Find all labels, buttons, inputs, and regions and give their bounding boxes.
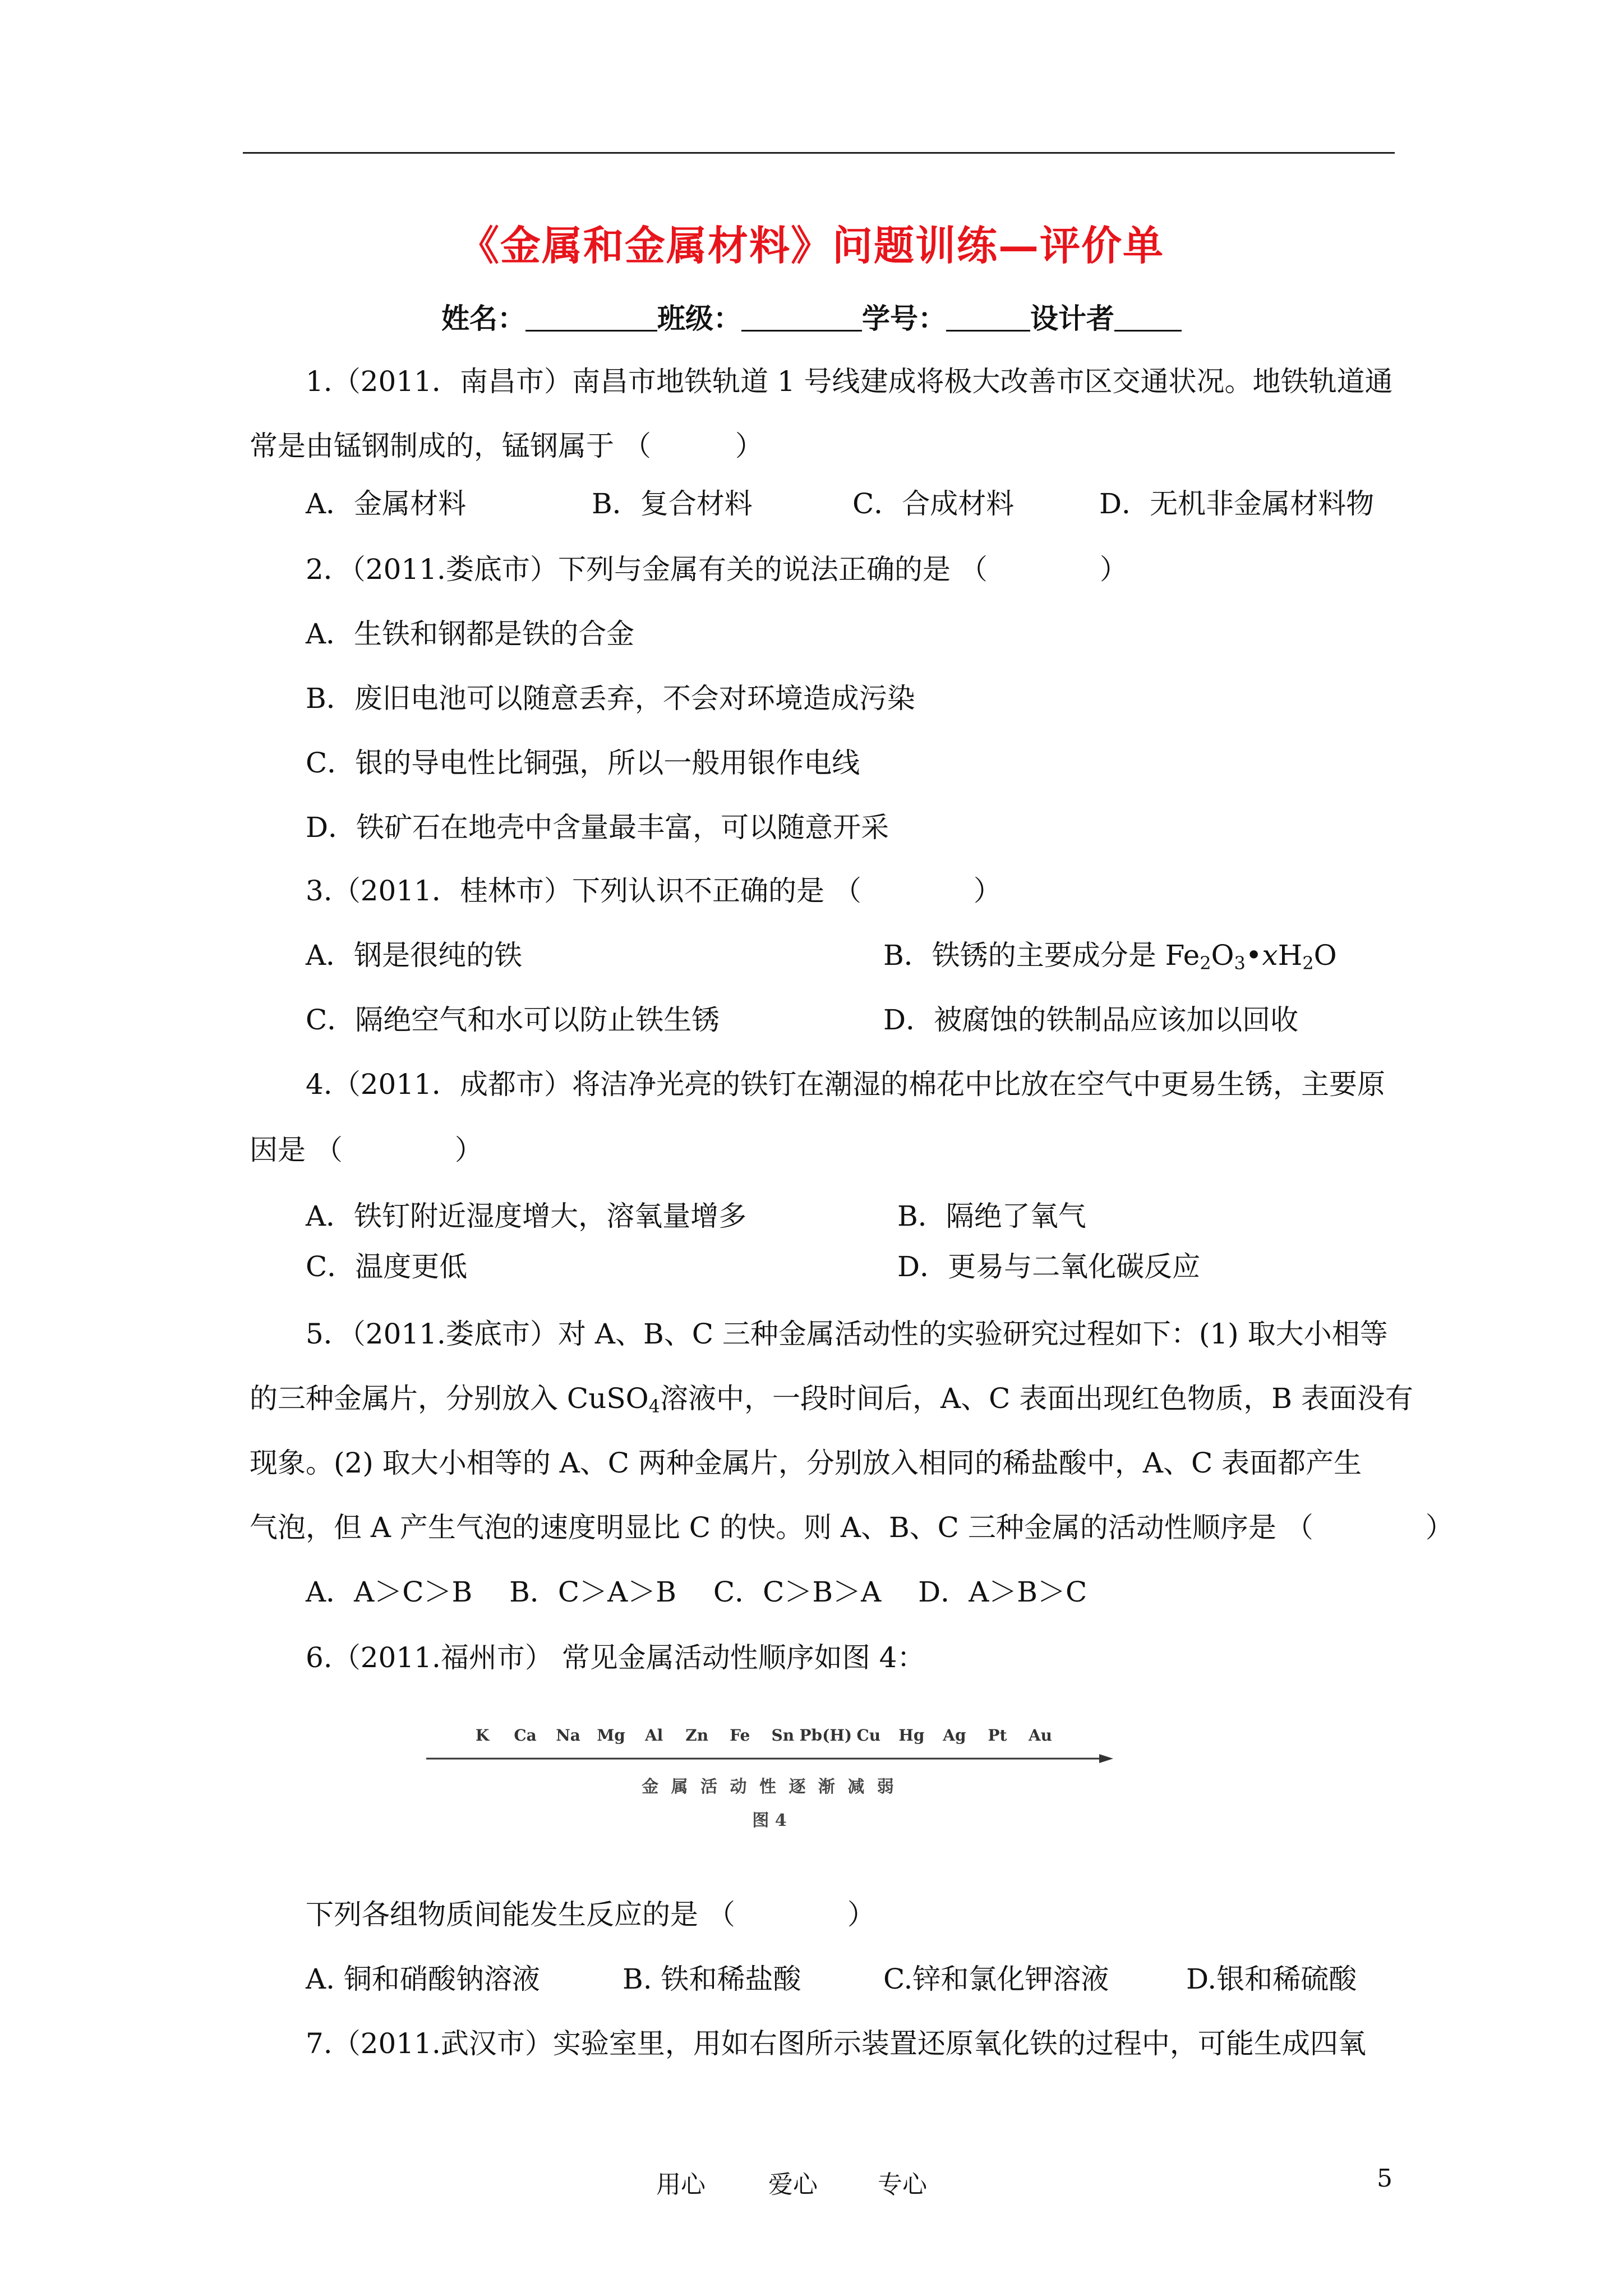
q2-option-b: B．废旧电池可以随意丢弃，不会对环境造成污染: [306, 682, 915, 715]
figure-caption: 图 4: [752, 1811, 787, 1830]
metal-label: Hg: [898, 1726, 925, 1745]
page-title: 《金属和金属材料》问题训练—评价单: [458, 222, 1164, 269]
q4-line1: 4.（2011．成都市）将洁净光亮的铁钉在潮湿的棉花中比放在空气中更易生锈，主要原: [306, 1068, 1385, 1101]
footer-motto-1: 用心: [656, 2170, 706, 2199]
metal-label: Ag: [943, 1726, 966, 1745]
arrow-head-icon: [1099, 1754, 1113, 1763]
q4-option-c: C．温度更低: [306, 1250, 468, 1283]
metal-label: Pt: [988, 1726, 1007, 1745]
metal-label: Fe: [730, 1726, 750, 1745]
q6-option-a: A. 铜和硝酸钠溶液: [306, 1963, 540, 1995]
q6-option-c: C.锌和氯化钾溶液: [883, 1963, 1109, 1995]
q1-option-c: C．合成材料: [852, 487, 1015, 520]
q1-line2: 常是由锰钢制成的，锰钢属于 （ ）: [250, 430, 763, 462]
header-rule: [243, 152, 1395, 154]
q4-option-b: B．隔绝了氧气: [897, 1200, 1086, 1232]
metal-label: Na: [556, 1726, 580, 1745]
q6-question: 下列各组物质间能发生反应的是 （ ）: [306, 1898, 875, 1931]
metal-label: Pb(H): [799, 1726, 852, 1745]
metal-label: Cu: [856, 1726, 881, 1745]
q1-line1: 1.（2011．南昌市）南昌市地铁轨道 1 号线建成将极大改善市区交通状况。地铁轨道通: [306, 365, 1393, 398]
q3-option-a: A．钢是很纯的铁: [306, 939, 523, 972]
metal-label: Zn: [685, 1726, 709, 1745]
q1-option-b: B．复合材料: [592, 487, 753, 520]
designer-label: 设计者: [1030, 302, 1114, 335]
q7-line1: 7.（2011.武汉市）实验室里，用如右图所示装置还原氧化铁的过程中，可能生成四氧: [306, 2027, 1366, 2060]
q5-line3: 现象。(2) 取大小相等的 A、C 两种金属片，分别放入相同的稀盐酸中，A、C 表面都产生: [250, 1447, 1362, 1479]
q4-line2: 因是 （ ）: [250, 1134, 483, 1166]
metal-activity-series-figure: [423, 1719, 1119, 1837]
q3-option-c: C．隔绝空气和水可以防止铁生锈: [306, 1004, 720, 1036]
q3-stem: 3.（2011．桂林市）下列认识不正确的是 （ ）: [306, 875, 1002, 907]
q5-line1: 5．（2011.娄底市）对 A、B、C 三种金属活动性的实验研究过程如下：(1) 取大小相等: [306, 1318, 1388, 1350]
q5-line2: 的三种金属片，分别放入 CuSO$_4$溶液中，一段时间后，A、C 表面出现红色物质，B 表面没有: [250, 1382, 1413, 1417]
q5-options: A．A＞C＞B B．C＞A＞B C．C＞B＞A D．A＞B＞C: [306, 1576, 1087, 1608]
metal-label: Sn: [771, 1726, 795, 1745]
q1-option-a: A．金属材料: [306, 487, 467, 520]
q2-option-c: C．银的导电性比铜强，所以一般用银作电线: [306, 747, 860, 779]
id-label: 学号：: [862, 302, 946, 335]
metal-label: K: [475, 1726, 490, 1745]
page-number: 5: [1377, 2164, 1393, 2193]
footer-motto-3: 专心: [878, 2170, 927, 2199]
metal-label: Au: [1028, 1726, 1053, 1745]
q4-option-d: D．更易与二氧化碳反应: [897, 1250, 1201, 1283]
q2-option-d: D．铁矿石在地壳中含量最丰富，可以随意开采: [306, 811, 889, 844]
activity-arrow-label: 金 属 活 动 性 逐 渐 减 弱: [642, 1777, 897, 1797]
q3-option-b: B．铁锈的主要成分是 $Fe_2O_3•xH_2O$: [883, 939, 1337, 974]
id-blank: [946, 302, 1030, 332]
name-blank: [525, 302, 657, 332]
student-info-line: [0, 296, 1623, 337]
q4-option-a: A．铁钉附近湿度增大，溶氧量增多: [306, 1200, 747, 1232]
q2-option-a: A．生铁和钢都是铁的合金: [306, 618, 635, 650]
name-label: 姓名：: [441, 302, 525, 335]
q6-option-d: D.银和稀硫酸: [1186, 1963, 1357, 1995]
class-label: 班级：: [657, 302, 741, 335]
class-blank: [741, 302, 862, 332]
designer-blank: [1114, 302, 1182, 332]
q3-option-d: D．被腐蚀的铁制品应该加以回收: [883, 1004, 1299, 1036]
footer-motto-2: 爱心: [768, 2170, 818, 2199]
q2-stem: 2．（2011.娄底市）下列与金属有关的说法正确的是 （ ）: [306, 553, 1128, 586]
q5-line4: 气泡，但 A 产生气泡的速度明显比 C 的快。则 A、B、C 三种金属的活动性顺序是 （ ）: [250, 1511, 1454, 1544]
metal-label: Al: [644, 1726, 663, 1745]
metal-label: Ca: [514, 1726, 537, 1745]
q6-stem: 6.（2011.福州市） 常见金属活动性顺序如图 4：: [306, 1641, 925, 1674]
q6-option-b: B. 铁和稀盐酸: [623, 1963, 801, 1995]
q1-option-d: D．无机非金属材料物: [1099, 487, 1375, 520]
metal-label: Mg: [597, 1726, 625, 1745]
